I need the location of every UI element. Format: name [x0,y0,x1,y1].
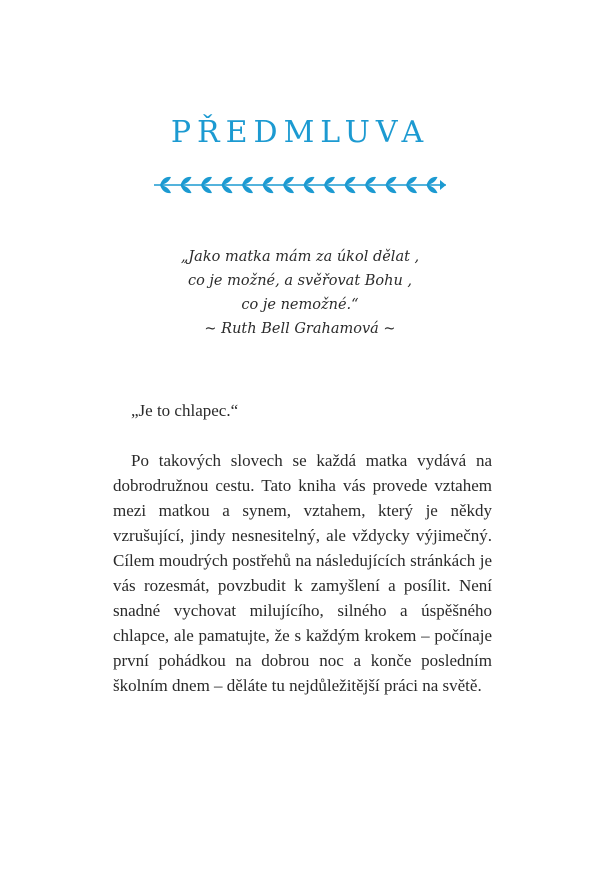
leaf-vine-divider-icon [150,174,450,196]
epigraph-line-1: „Jako matka mám za úkol dělat , [180,249,420,265]
preface-paragraph: Po takových slovech se každá matka vydává na dobrodružnou cestu. Tato kniha vás provede vztahem mezi matkou a synem, vztahem, který je někdy vzrušující, jindy nesnesitelný, ale vždycky výjimečný. Cílem moudrých postřehů na následujících stránkách je vás rozesmát, povzbudit k zamyšlení a posílit. Není snadné vychovat milujícího, silného a úspěšného chlapce, ale pamatujte, že s každým krokem – počínaje první pohádkou na dobrou noc a konče posledním školním dnem – děláte tu nejdůležitější práci na světě. [113,451,492,695]
page-title: PŘEDMLUVA [170,115,430,150]
epigraph-author: ~ Ruth Bell Grahamová ~ [204,321,396,337]
opening-line: „Je to chlapec.“ [131,401,239,420]
epigraph-line-2: co je možné, a svěřovat Bohu , [187,273,413,289]
preface-body [113,398,492,698]
epigraph [100,245,500,341]
epigraph-line-3: co je nemožné.“ [241,297,359,313]
